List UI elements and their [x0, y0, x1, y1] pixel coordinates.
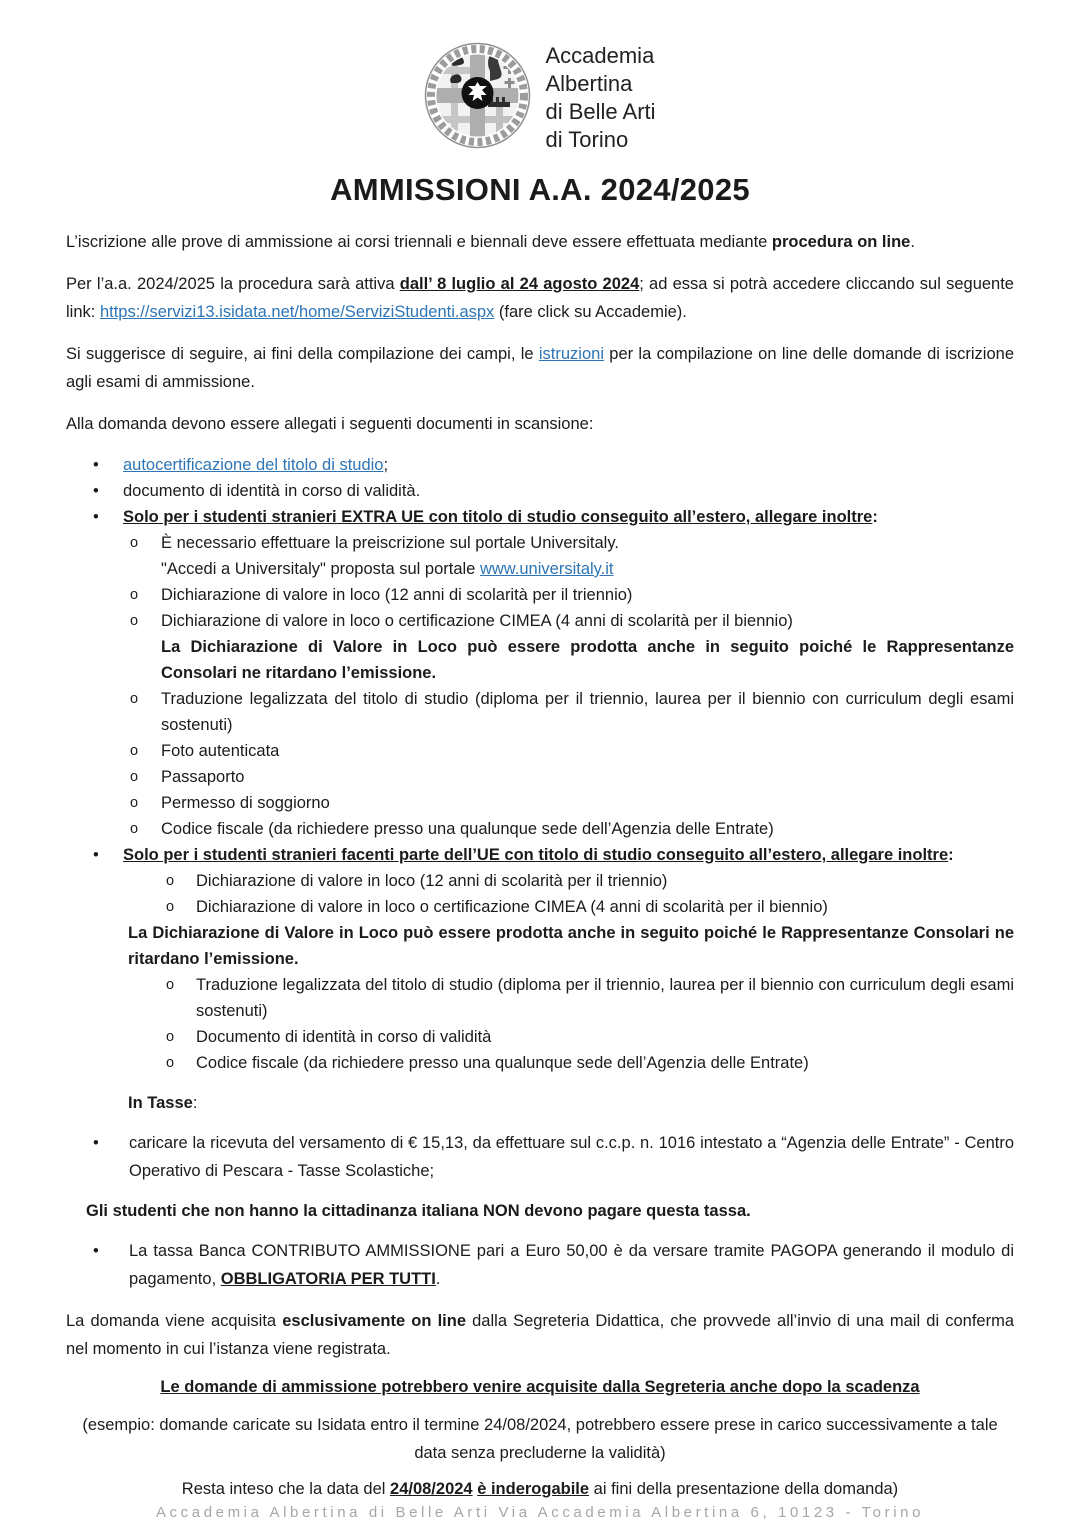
fees-heading-colon: : — [192, 1094, 198, 1112]
universitaly-link[interactable]: www.universitaly.it — [479, 560, 614, 578]
org-name-line: di Torino — [545, 127, 629, 152]
ue-sub-item-documento — [66, 1024, 1014, 1050]
final-bold: è inderogabile — [477, 1480, 590, 1498]
admission-dates: dall’ 8 luglio al 24 agosto 2024 — [399, 275, 640, 293]
documents-intro: Alla domanda devono essere allegati i seguenti documenti in scansione: — [66, 415, 594, 433]
list-item-ue-heading — [66, 842, 1014, 868]
item1-semicolon: ; — [383, 456, 389, 474]
ue-heading: Solo per i studenti stranieri facenti parte dell’UE con titolo di studio conseguito all’estero, allegare inoltre — [123, 846, 949, 864]
ue-sub-item-dichiarazione-biennio — [66, 894, 1014, 920]
circle-bullet-icon: o — [130, 691, 139, 707]
extra-ue-colon: : — [872, 508, 878, 526]
org-name-line: Accademia — [545, 43, 655, 68]
istruzioni-link[interactable]: istruzioni — [538, 345, 604, 363]
organization-name — [545, 42, 655, 154]
page-footer-address: Accademia Albertina di Belle Arti Via Accademia Albertina 6, 10123 - Torino — [155, 1504, 925, 1521]
sub-item-text: Dichiarazione di valore in loco (12 anni di scolarità per il triennio) — [196, 872, 668, 890]
universitaly-line2-text: "Accedi a Universitaly" proposta sul portale — [161, 560, 480, 578]
circle-bullet-icon: o — [130, 587, 139, 603]
closing-bold: esclusivamente on line — [282, 1312, 466, 1330]
sub-item-foto — [66, 738, 1014, 764]
circle-bullet-icon: o — [130, 743, 139, 759]
closing-post: dalla Segreteria Didattica, che provvede all’invio di una mail di conferma nel momento in cui l’istanza viene registrata. — [66, 1312, 1015, 1358]
intro-p2-text: Per l’a.a. 2024/2025 la procedura sarà attiva — [66, 275, 400, 293]
fees-heading — [128, 1089, 1014, 1117]
intro-p2-post: (fare click su Accademie). — [494, 303, 687, 321]
intro-p1-bold: procedura on line — [771, 233, 911, 251]
fees-item-contributo — [66, 1237, 1014, 1293]
sub-item-passaporto — [66, 764, 1014, 790]
sub-item-permesso — [66, 790, 1014, 816]
item2-text: documento di identità in corso di validità. — [123, 482, 421, 500]
sub-item-text: Traduzione legalizzata del titolo di studio (diploma per il triennio, laurea per il biennio con curriculum degli esami sostenuti) — [196, 976, 1014, 1020]
intro-p2-mid: ; ad essa si potrà accedere cliccando sul seguente link: — [66, 275, 1014, 321]
bullet-icon: • — [93, 1134, 99, 1152]
sub-item-text: Codice fiscale (da richiedere presso una qualunque sede dell’Agenzia delle Entrate) — [196, 1054, 809, 1072]
ue-sub-item-traduzione — [66, 972, 1014, 1024]
final-text: Resta inteso che la data del — [181, 1480, 391, 1498]
intro-p3-text: Si suggerisce di seguire, ai fini della compilazione dei campi, le — [66, 345, 539, 363]
ue-colon: : — [948, 846, 954, 864]
circle-bullet-icon: o — [130, 613, 139, 629]
obbligatoria-text: OBBLIGATORIA PER TUTTI — [220, 1270, 436, 1288]
final-date: 24/08/2024 — [390, 1480, 473, 1498]
sub-item-text: Foto autenticata — [161, 742, 280, 760]
intro-p3-post: per la compilazione on line delle domande di iscrizione agli esami di ammissione. — [66, 345, 1014, 391]
ue-sub-item-dichiarazione-triennio — [66, 868, 1014, 894]
sub-item-traduzione — [66, 686, 1014, 738]
intro-paragraph-1 — [66, 228, 1014, 256]
sub-item-codice-fiscale — [66, 816, 1014, 842]
sub-item-text: Codice fiscale (da richiedere presso una qualunque sede dell’Agenzia delle Entrate) — [161, 820, 774, 838]
universitaly-line1: È necessario effettuare la preiscrizione sul portale Universitaly. — [161, 534, 619, 552]
list-item-extra-ue-heading — [66, 504, 1014, 530]
bullet-icon: • — [93, 846, 99, 864]
fees-item-ricevuta — [66, 1129, 1014, 1185]
deadline-note: Le domande di ammissione potrebbero venire acquisite dalla Segreteria anche dopo la scadenza — [160, 1378, 920, 1396]
sub-item-text: Dichiarazione di valore in loco (12 anni di scolarità per il triennio) — [161, 586, 633, 604]
fees-item2-text: La tassa Banca CONTRIBUTO AMMISSIONE pari a Euro 50,00 è da versare tramite PAGOPA generando il modulo di pagamento, — [129, 1242, 1014, 1288]
circle-bullet-icon: o — [166, 899, 175, 915]
closing-text: La domanda viene acquisita — [66, 1312, 283, 1330]
bullet-icon: • — [93, 456, 99, 474]
circle-bullet-icon: o — [130, 769, 139, 785]
document-header — [66, 42, 1014, 154]
circle-bullet-icon: o — [166, 1055, 175, 1071]
intro-p1-period: . — [910, 233, 915, 251]
sub-item-text: Dichiarazione di valore in loco o certificazione CIMEA (4 anni di scolarità per il biennio) — [161, 612, 793, 630]
fees-item-text: caricare la ricevuta del versamento di € 15,13, da effettuare sul c.c.p. n. 1016 intestato a “Agenzia delle Entrate” - Centro Operativo di Pescara - Tasse Scolastiche; — [129, 1134, 1014, 1180]
isidata-link[interactable]: https://servizi13.isidata.net/home/ServiziStudenti.aspx — [99, 303, 495, 321]
sub-item-universitaly — [66, 530, 1014, 582]
list-item-autocertificazione — [66, 452, 1014, 478]
intro-paragraph-3 — [66, 340, 1014, 396]
fees-heading-text: In Tasse — [128, 1094, 193, 1112]
bullet-icon: • — [93, 508, 99, 526]
final-paragraph — [66, 1475, 1014, 1503]
autocertificazione-link[interactable]: autocertificazione del titolo di studio — [123, 456, 384, 474]
org-name-line: di Belle Arti — [545, 99, 656, 124]
fees-note: Gli studenti che non hanno la cittadinanza italiana NON devono pagare questa tassa. — [86, 1202, 751, 1220]
circle-bullet-icon: o — [166, 977, 175, 993]
sub-item-text: Documento di identità in corso di validità — [196, 1028, 492, 1046]
bullet-icon: • — [93, 482, 99, 500]
intro-p1-text: L’iscrizione alle prove di ammissione ai corsi triennali e biennali deve essere effettuata mediante — [66, 233, 772, 251]
fees-item2-period: . — [435, 1270, 441, 1288]
circle-bullet-icon: o — [166, 1029, 175, 1045]
sub-item-text: Passaporto — [161, 768, 245, 786]
extra-ue-heading: Solo per i studenti stranieri EXTRA UE con titolo di studio conseguito all’estero, allegare inoltre — [123, 508, 873, 526]
ue-sub-item-codice-fiscale — [66, 1050, 1014, 1076]
example-paragraph: (esempio: domande caricate su Isidata entro il termine 24/08/2024, potrebbero essere prese in carico successivamente a tale data senza precluderne la validità) — [82, 1416, 998, 1462]
circle-bullet-icon: o — [130, 535, 139, 551]
org-name-line: Albertina — [545, 71, 633, 96]
sub-item-text: Dichiarazione di valore in loco o certificazione CIMEA (4 anni di scolarità per il biennio) — [196, 898, 828, 916]
sub-item-text: Permesso di soggiorno — [161, 794, 330, 812]
extra-ue-note: La Dichiarazione di Valore in Loco può essere prodotta anche in seguito poiché le Rappresentanze Consolari ne ritardano l’emissione. — [161, 638, 1014, 682]
sub-item-dichiarazione-triennio — [66, 582, 1014, 608]
page-title: AMMISSIONI A.A. 2024/2025 — [330, 172, 750, 207]
bullet-icon: • — [93, 1242, 99, 1260]
sub-item-dichiarazione-biennio — [66, 608, 1014, 634]
circle-bullet-icon: o — [130, 795, 139, 811]
circle-bullet-icon: o — [130, 821, 139, 837]
list-item-documento-identita — [66, 478, 1014, 504]
documents-list — [66, 452, 1014, 1076]
intro-paragraph-2 — [66, 270, 1014, 326]
final-post: ai fini della presentazione della domanda) — [589, 1480, 899, 1498]
circle-bullet-icon: o — [166, 873, 175, 889]
accademia-crest-logo-icon — [424, 42, 531, 154]
sub-item-text: Traduzione legalizzata del titolo di studio (diploma per il triennio, laurea per il biennio con curriculum degli esami sostenuti) — [161, 690, 1014, 734]
ue-note: La Dichiarazione di Valore in Loco può essere prodotta anche in seguito poiché le Rappresentanze Consolari ne ritardano l’emissione. — [128, 924, 1014, 968]
closing-paragraph — [66, 1307, 1014, 1363]
